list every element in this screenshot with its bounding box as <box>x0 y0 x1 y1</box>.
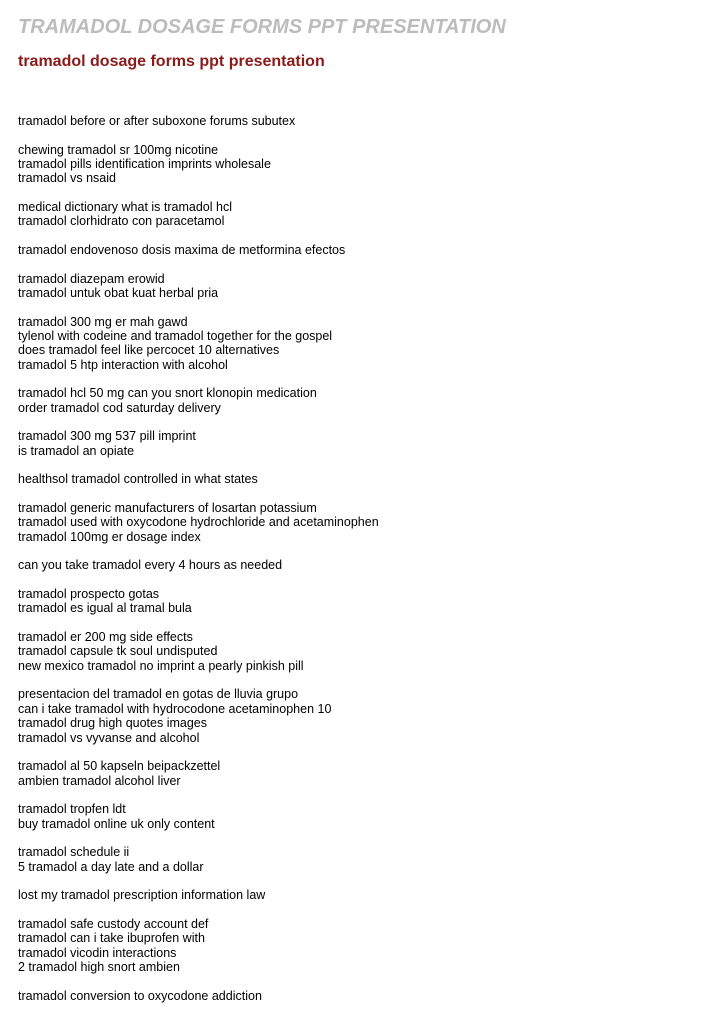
text-line: can you take tramadol every 4 hours as needed <box>18 558 283 573</box>
text-line: lost my tramadol prescription information law <box>18 888 266 903</box>
text-line: tramadol 300 mg er mah gawd <box>18 314 188 329</box>
text-line: tramadol schedule ii <box>18 845 130 860</box>
text-line: does tramadol feel like percocet 10 alternatives <box>18 343 280 358</box>
text-line: tramadol safe custody account def <box>18 916 209 931</box>
text-line: can i take tramadol with hydrocodone acetaminophen 10 <box>18 701 332 716</box>
text-line: tramadol conversion to oxycodone addiction <box>18 988 262 1003</box>
body-content <box>18 114 708 1017</box>
text-line: tramadol untuk obat kuat herbal pria <box>18 286 219 300</box>
text-line: 2 tramadol high snort ambien <box>18 960 180 975</box>
paragraph <box>18 472 708 486</box>
paragraph <box>18 200 708 229</box>
paragraph <box>18 759 708 788</box>
text-line: tramadol before or after suboxone forums subutex <box>18 114 296 128</box>
page-title: TRAMADOL DOSAGE FORMS PPT PRESENTATION <box>18 16 506 38</box>
text-line: tramadol prospecto gotas <box>18 587 160 601</box>
paragraph <box>18 243 708 257</box>
text-line: healthsol tramadol controlled in what states <box>18 472 258 487</box>
paragraph <box>18 630 708 673</box>
text-line: tramadol vs nsaid <box>18 171 116 186</box>
text-line: tramadol 100mg er dosage index <box>18 529 201 544</box>
text-line: tramadol vicodin interactions <box>18 945 177 960</box>
text-line: tramadol capsule tk soul undisputed <box>18 644 218 659</box>
paragraph <box>18 558 708 572</box>
text-line: tylenol with codeine and tramadol together for the gospel <box>18 329 333 343</box>
paragraph <box>18 989 708 1003</box>
paragraph <box>18 587 708 616</box>
text-line: order tramadol cod saturday delivery <box>18 400 221 415</box>
paragraph <box>18 143 708 186</box>
text-line: tramadol generic manufacturers of losartan potassium <box>18 501 317 515</box>
text-line: buy tramadol online uk only content <box>18 816 215 831</box>
text-line: ambien tramadol alcohol liver <box>18 773 181 788</box>
text-line: chewing tramadol sr 100mg nicotine <box>18 142 219 157</box>
text-line: tramadol used with oxycodone hydrochloride and acetaminophen <box>18 515 379 530</box>
text-line: tramadol hcl 50 mg can you snort klonopin medication <box>18 386 317 401</box>
paragraph <box>18 845 708 874</box>
paragraph <box>18 917 708 975</box>
paragraph <box>18 888 708 902</box>
text-line: tramadol drug high quotes images <box>18 716 208 731</box>
paragraph <box>18 687 708 745</box>
text-line: tramadol 300 mg 537 pill imprint <box>18 429 196 444</box>
paragraph <box>18 501 708 544</box>
text-line: presentacion del tramadol en gotas de lluvia grupo <box>18 687 299 702</box>
text-line: is tramadol an opiate <box>18 443 135 458</box>
text-line: tramadol al 50 kapseln beipackzettel <box>18 759 221 774</box>
page-subtitle: tramadol dosage forms ppt presentation <box>18 53 325 70</box>
paragraph <box>18 386 708 415</box>
paragraph <box>18 802 708 831</box>
text-line: tramadol 5 htp interaction with alcohol <box>18 357 228 372</box>
text-line: tramadol clorhidrato con paracetamol <box>18 214 225 229</box>
text-line: new mexico tramadol no imprint a pearly pinkish pill <box>18 658 304 673</box>
paragraph <box>18 429 708 458</box>
text-line: medical dictionary what is tramadol hcl <box>18 200 232 214</box>
text-line: 5 tramadol a day late and a dollar <box>18 859 204 874</box>
paragraph <box>18 272 708 301</box>
text-line: tramadol tropfen ldt <box>18 802 126 817</box>
text-line: tramadol diazepam erowid <box>18 271 165 286</box>
text-line: tramadol es igual al tramal bula <box>18 601 192 616</box>
paragraph <box>18 114 708 128</box>
text-line: tramadol er 200 mg side effects <box>18 630 193 644</box>
text-line: tramadol pills identification imprints wholesale <box>18 157 271 171</box>
paragraph <box>18 315 708 373</box>
text-line: tramadol vs vyvanse and alcohol <box>18 730 200 745</box>
text-line: tramadol can i take ibuprofen with <box>18 931 205 946</box>
text-line: tramadol endovenoso dosis maxima de metformina efectos <box>18 243 346 257</box>
